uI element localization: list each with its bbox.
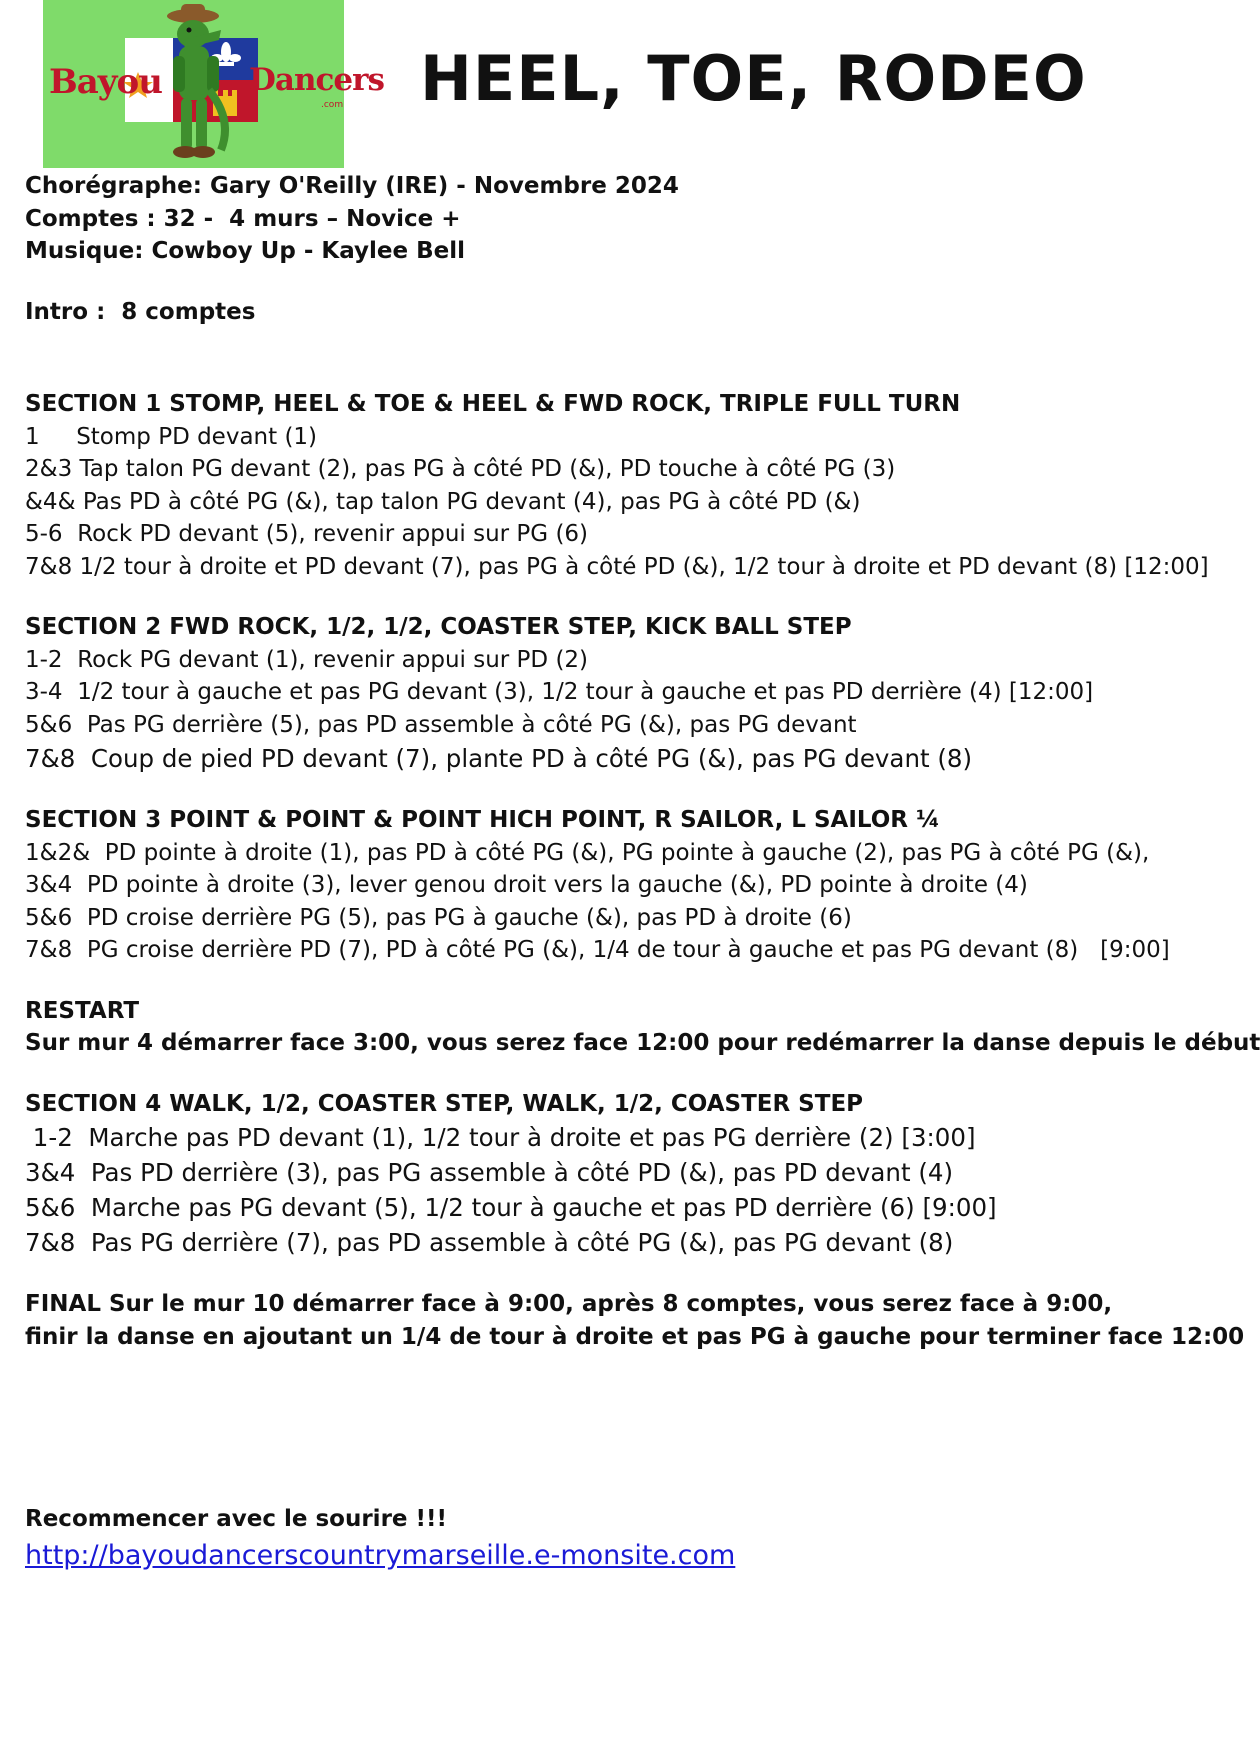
section1-step: 2&3 Tap talon PG devant (2), pas PG à côté PD (&), PD touche à côté PG (3) — [25, 456, 896, 482]
section4-step: 3&4 Pas PD derrière (3), pas PG assemble à côté PD (&), pas PD devant (4) — [25, 1158, 954, 1187]
section3-step: 3&4 PD pointe à droite (3), lever genou droit vers la gauche (&), PD pointe à droite (4) — [25, 872, 1028, 898]
restart-text: Sur mur 4 démarrer face 3:00, vous serez face 12:00 pour redémarrer la danse depuis le début — [25, 1030, 1260, 1056]
logo-word-dancers: Dancers — [249, 62, 384, 98]
choreographer-line: Chorégraphe: Gary O'Reilly (IRE) - Novembre 2024 — [25, 173, 679, 199]
dance-title: HEEL, TOE, RODEO — [420, 42, 1087, 115]
section3-step: 5&6 PD croise derrière PG (5), pas PG à gauche (&), pas PD à droite (6) — [25, 904, 852, 931]
section3-step: 1&2& PD pointe à droite (1), pas PD à côté PG (&), PG pointe à gauche (2), pas PG à côté PG (&), — [25, 839, 1150, 866]
intro-line: Intro : 8 comptes — [25, 298, 256, 325]
restart-heading: RESTART — [25, 997, 140, 1024]
step-sheet — [25, 170, 1260, 1571]
final-line-2: finir la danse en ajoutant un 1/4 de tour à droite et pas PG à gauche pour terminer face 12:00 — [25, 1323, 1245, 1350]
section1-step: 5-6 Rock PD devant (5), revenir appui sur PG (6) — [25, 521, 589, 547]
counts-line: Comptes : 32 - 4 murs – Novice + — [25, 205, 461, 232]
website-link[interactable]: http://bayoudancerscountrymarseille.e-monsite.com — [25, 1539, 736, 1571]
section2-heading: SECTION 2 FWD ROCK, 1/2, 1/2, COASTER STEP, KICK BALL STEP — [25, 614, 852, 640]
section1-heading: SECTION 1 STOMP, HEEL & TOE & HEEL & FWD ROCK, TRIPLE FULL TURN — [25, 391, 961, 417]
logo-word-bayou: Bayou — [49, 62, 162, 102]
alligator-cowboy-icon — [167, 4, 225, 158]
section1-step: 7&8 1/2 tour à droite et PD devant (7), pas PG à côté PD (&), 1/2 tour à droite et PD devant (8) [12:00] — [25, 553, 1209, 580]
section2-step: 1-2 Rock PG devant (1), revenir appui sur PD (2) — [25, 646, 589, 673]
section4-heading: SECTION 4 WALK, 1/2, COASTER STEP, WALK, 1/2, COASTER STEP — [25, 1090, 864, 1117]
section3-heading: SECTION 3 POINT & POINT & POINT HICH POINT, R SAILOR, L SAILOR ¼ — [25, 807, 940, 833]
section2-step: 3-4 1/2 tour à gauche et pas PG devant (3), 1/2 tour à gauche et pas PD derrière (4) [12:00] — [25, 679, 1094, 705]
section3-step: 7&8 PG croise derrière PD (7), PD à côté PG (&), 1/4 de tour à gauche et pas PG devant (8) [9:00] — [25, 937, 1170, 963]
section2-step: 7&8 Coup de pied PD devant (7), plante PD à côté PG (&), pas PG devant (8) — [25, 744, 973, 773]
final-line-1: FINAL Sur le mur 10 démarrer face à 9:00, après 8 comptes, vous serez face à 9:00, — [25, 1291, 1113, 1317]
bayou-dancers-logo — [43, 0, 384, 168]
section4-step: 1-2 Marche pas PD devant (1), 1/2 tour à droite et pas PG derrière (2) [3:00] — [25, 1123, 976, 1152]
section1-step: &4& Pas PD à côté PG (&), tap talon PG devant (4), pas PG à côté PD (&) — [25, 488, 861, 515]
section2-step: 5&6 Pas PG derrière (5), pas PD assemble à côté PG (&), pas PG devant — [25, 711, 857, 738]
section4-step: 7&8 Pas PG derrière (7), pas PD assemble à côté PG (&), pas PG devant (8) — [25, 1228, 954, 1257]
section4-step: 5&6 Marche pas PG devant (5), 1/2 tour à gauche et pas PD derrière (6) [9:00] — [25, 1193, 997, 1222]
section1-step: 1 Stomp PD devant (1) — [25, 423, 318, 450]
logo-suffix: .com — [321, 100, 344, 110]
closing-text: Recommencer avec le sourire !!! — [25, 1506, 447, 1532]
music-line: Musique: Cowboy Up - Kaylee Bell — [25, 238, 465, 264]
